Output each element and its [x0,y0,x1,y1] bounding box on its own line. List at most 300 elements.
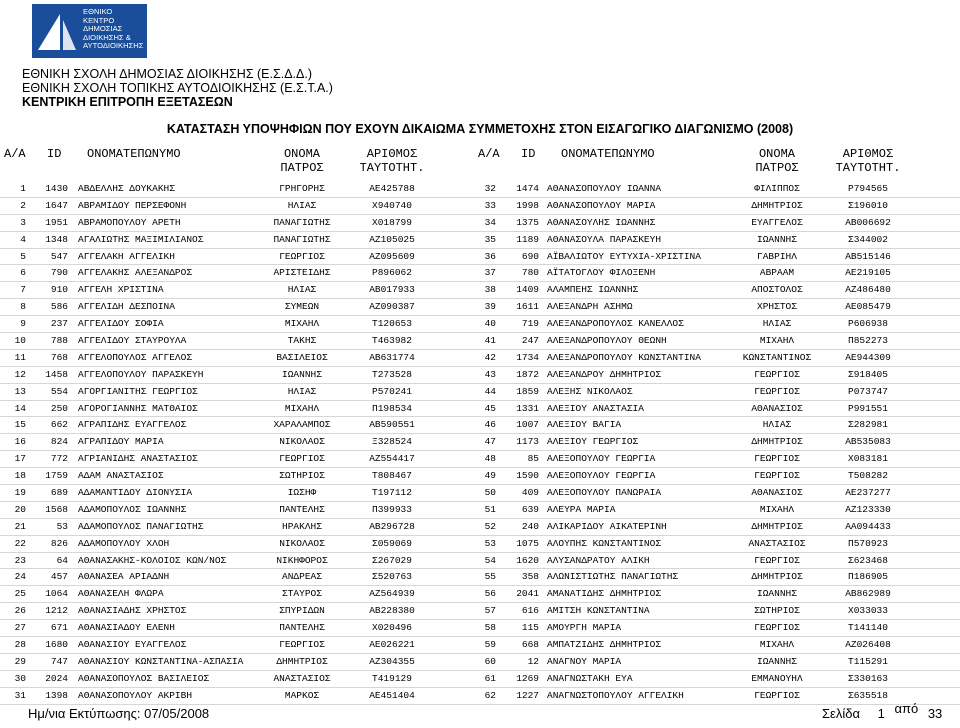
id-number: Χ033033 [848,605,888,617]
candidate-name: ΑΔΑΜΟΠΟΥΛΟΥ ΧΛΟΗ [78,537,170,549]
candidate-name: ΑΘΑΝΑΣΙΑΔΟΥ ΕΛΕΝΗ [78,622,175,634]
table-row [476,401,960,418]
table-row [0,299,476,316]
id-number: Ξ328524 [372,436,412,448]
page-number: 1 [877,706,885,721]
candidate-name: ΑΛΕΞΑΝΔΡΟΠΟΥΛΟΥ ΚΩΝΣΤΑΝΤΙΝΑ [547,351,701,363]
row-number: 58 [484,622,496,634]
row-number: 22 [14,537,26,549]
candidate-name: ΑΘΑΝΑΣΟΠΟΥΛΟΣ ΒΑΣΙΛΕΙΟΣ [78,672,210,684]
id-number: ΑΒ228380 [369,605,415,617]
candidate-name: ΑΓΓΕΛΑΚΗΣ ΑΛΕΞΑΝΔΡΟΣ [78,267,193,279]
row-number: 40 [484,318,496,330]
candidate-id: 1375 [516,216,539,228]
candidate-name: ΑΘΑΝΑΣΟΥΛΑ ΠΑΡΑΣΚΕΥΗ [547,233,662,245]
candidate-name: ΑΝΑΓΝΩΣΤΟΠΟΥΛΟΥ ΑΓΓΕΛΙΚΗ [547,689,684,701]
father-name: ΗΛΙΑΣ [762,318,792,330]
id-number: Π399933 [372,503,412,515]
row-number: 51 [484,503,496,515]
father-name: ΜΙΧΑΗΛ [759,335,795,347]
table-row [476,502,960,519]
father-name: ΗΡΑΚΛΗΣ [282,520,322,532]
father-name: ΧΡΗΣΤΟΣ [757,301,797,313]
row-number: 1 [20,183,26,194]
candidate-id: 250 [50,402,68,414]
candidate-name: ΑΛΟΥΠΗΣ ΚΩΝΣΤΑΝΤΙΝΟΣ [547,537,662,549]
row-number: 33 [484,199,496,211]
father-name: ΑΝΑΣΤΑΣΙΟΣ [273,672,331,684]
father-name: ΝΙΚΟΛΑΟΣ [279,436,325,448]
father-name: ΔΗΜΗΤΡΙΟΣ [751,436,803,448]
logo-text [83,8,147,51]
table-row [476,299,960,316]
row-number: 37 [484,267,496,279]
id-number: ΑΖ105025 [369,233,415,245]
header-line-1: ΕΘΝΙΚΗ ΣΧΟΛΗ ΔΗΜΟΣΙΑΣ ΔΙΟΙΚΗΣΗΣ (Ε.Σ.Δ.Δ.) [22,67,312,81]
table-row [0,350,476,367]
logo-line: ΔΙΟΙΚΗΣΗΣ & [83,32,131,42]
row-number: 43 [484,368,496,380]
candidate-name: ΑΒΡΑΜΙΔΟΥ ΠΕΡΣΕΦΟΝΗ [78,199,187,211]
candidate-id: 64 [56,554,68,566]
father-name: ΔΗΜΗΤΡΙΟΣ [751,520,803,532]
candidate-id: 12 [527,655,539,667]
table-row [476,468,960,485]
table-row [476,333,960,350]
candidate-id: 662 [50,419,68,431]
id-number: Σ196010 [848,199,888,211]
table-row [0,671,476,688]
candidate-id: 1590 [516,470,539,482]
father-name: ΠΑΝΑΓΙΩΤΗΣ [273,233,331,245]
row-number: 12 [14,368,26,380]
father-name: ΓΕΩΡΓΙΟΣ [754,470,800,482]
id-number: Σ520763 [372,571,412,583]
candidate-id: 1348 [45,233,68,245]
id-number: ΑΖ026408 [845,639,891,651]
col-aa-right: Α/Α [478,147,500,161]
candidate-id: 1398 [45,689,68,701]
row-number: 60 [484,655,496,667]
id-number: ΑΕ944309 [845,351,891,363]
candidate-name: ΑΝΑΓΝΩΣΤΑΚΗ ΕΥΑ [547,672,633,684]
table-row [0,637,476,654]
candidate-name: ΑΘΑΝΑΣΟΠΟΥΛΟΥ ΜΑΡΙΑ [547,199,656,211]
candidate-id: 1269 [516,672,539,684]
candidate-name: ΑΘΑΝΑΣΟΠΟΥΛΟΥ ΑΚΡΙΒΗ [78,689,193,701]
row-number: 34 [484,216,496,228]
candidate-name: ΑΓΡΑΠΙΔΗΣ ΕΥΑΓΓΕΛΟΣ [78,419,187,431]
row-number: 11 [14,351,26,363]
row-number: 18 [14,470,26,482]
father-name: ΑΡΙΣΤΕΙΔΗΣ [273,267,331,279]
row-number: 36 [484,250,496,262]
father-name: ΓΕΩΡΓΙΟΣ [754,554,800,566]
table-row [0,586,476,603]
candidate-id: 616 [521,605,539,617]
row-number: 54 [484,554,496,566]
candidate-name: ΑΜΙΤΣΗ ΚΩΝΣΤΑΝΤΙΝΑ [547,605,650,617]
id-number: ΑΕ026221 [369,639,415,651]
id-number: Ρ896062 [372,267,412,279]
col-id-left: ID [47,147,62,161]
candidate-name: ΑΛΥΣΑΝΔΡΑΤΟΥ ΑΛΙΚΗ [547,554,650,566]
table-row [476,282,960,299]
candidate-id: 689 [50,487,68,499]
row-number: 28 [14,639,26,651]
candidate-name: ΑΘΑΝΑΣΑΚΗΣ-ΚΟΛΟΙΟΣ ΚΩΝ/ΝΟΣ [78,554,227,566]
candidate-id: 668 [521,639,539,651]
father-name: ΙΩΑΝΝΗΣ [282,368,322,380]
father-name: ΗΛΙΑΣ [762,419,792,431]
table-row [476,688,960,705]
candidate-id: 237 [50,318,68,330]
father-name: ΓΕΩΡΓΙΟΣ [279,250,325,262]
candidate-id: 1680 [45,639,68,651]
id-number: Σ330163 [848,672,888,684]
candidate-name: ΑΛΩΝΙΣΤΙΩΤΗΣ ΠΑΝΑΓΙΩΤΗΣ [547,571,679,583]
candidate-name: ΑΛΕΞΑΝΔΡΗ ΑΣΗΜΩ [547,301,633,313]
father-name: ΑΠΟΣΤΟΛΟΣ [751,284,803,296]
table-row [0,265,476,282]
id-number: Χ020496 [372,622,412,634]
row-number: 20 [14,503,26,515]
candidate-name: ΑΛΕΞΑΝΔΡΟΠΟΥΛΟΥ ΘΕΩΝΗ [547,335,667,347]
id-number: ΑΖ304355 [369,655,415,667]
candidate-id: 1872 [516,368,539,380]
candidate-name: ΑΪΒΑΛΙΩΤΟΥ ΕΥΤΥΧΙΑ-ΧΡΙΣΤΙΝΑ [547,250,701,262]
candidate-name: ΑΓΑΛΙΩΤΗΣ ΜΑΞΙΜΙΛΙΑΝΟΣ [78,233,204,245]
table-row [476,417,960,434]
col-name-left: ΟΝΟΜΑΤΕΠΩΝΥΜΟ [87,147,181,161]
row-number: 45 [484,402,496,414]
logo-mark-icon [36,10,78,52]
candidate-name: ΑΘΑΝΑΣΕΛΗ ΦΛΩΡΑ [78,588,164,600]
candidate-id: 53 [56,520,68,532]
candidate-id: 358 [521,571,539,583]
page-total: 33 [927,706,943,721]
table-row [476,215,960,232]
row-number: 30 [14,672,26,684]
candidate-id: 1409 [516,284,539,296]
table-row [0,536,476,553]
row-number: 57 [484,605,496,617]
id-number: Τ808467 [372,470,412,482]
table-row [476,654,960,671]
candidate-name: ΑΘΑΝΑΣΙΟΥ ΚΩΝΣΤΑΝΤΙΝΑ-ΑΣΠΑΣΙΑ [78,655,244,667]
header-line-2: ΕΘΝΙΚΗ ΣΧΟΛΗ ΤΟΠΙΚΗΣ ΑΥΤΟΔΙΟΙΚΗΣΗΣ (Ε.Σ.Τ.Α.) [22,81,333,95]
table-row [476,536,960,553]
father-name: ΠΑΝΤΕΛΗΣ [279,622,325,634]
row-number: 41 [484,335,496,347]
id-number: ΑΖ090387 [369,301,415,313]
id-number: Σ059069 [372,537,412,549]
father-name: ΑΘΑΝΑΣΙΟΣ [751,402,803,414]
candidate-id: 2024 [45,672,68,684]
candidate-name: ΑΓΟΡΟΓΙΑΝΝΗΣ ΜΑΤΘΑΙΟΣ [78,402,198,414]
id-number: Σ282981 [848,419,888,431]
ekdda-logo [32,4,147,58]
candidate-id: 409 [521,487,539,499]
col-id-right: ID [521,147,536,161]
col-idno-right: ΑΡΙΘΜΟΣ ΤΑΥΤΟΤΗΤ. [835,147,901,175]
id-number: ΑΒ631774 [369,351,415,363]
row-number: 50 [484,487,496,499]
table-row [476,265,960,282]
father-name: ΓΕΩΡΓΙΟΣ [279,639,325,651]
row-number: 31 [14,689,26,701]
table-row [476,249,960,266]
candidate-name: ΑΛΑΜΠΕΗΣ ΙΩΑΝΝΗΣ [547,284,639,296]
row-number: 16 [14,436,26,448]
row-number: 10 [14,335,26,347]
candidate-name: ΑΓΡΙΑΝΙΔΗΣ ΑΝΑΣΤΑΣΙΟΣ [78,453,198,465]
candidate-id: 690 [521,250,539,262]
father-name: ΒΑΣΙΛΕΙΟΣ [276,351,328,363]
candidate-id: 1331 [516,402,539,414]
father-name: ΙΩΑΝΝΗΣ [757,233,797,245]
candidate-name: ΑΘΑΝΑΣΕΑ ΑΡΙΑΔΝΗ [78,571,170,583]
id-number: ΑΒ515146 [845,250,891,262]
father-name: ΓΑΒΡΙΗΛ [757,250,797,262]
candidate-name: ΑΛΕΞΗΣ ΝΙΚΟΛΑΟΣ [547,385,633,397]
id-number: Σ623468 [848,554,888,566]
candidate-name: ΑΓΓΕΛΗ ΧΡΙΣΤΙΝΑ [78,284,164,296]
row-number: 17 [14,453,26,465]
table-row [476,384,960,401]
candidate-id: 1474 [516,183,539,194]
row-number: 59 [484,639,496,651]
row-number: 14 [14,402,26,414]
candidate-name: ΑΜΑΝΑΤΙΔΗΣ ΔΗΜΗΤΡΙΟΣ [547,588,662,600]
table-row [476,671,960,688]
row-number: 9 [20,318,26,330]
table-row [476,519,960,536]
candidate-id: 780 [521,267,539,279]
col-aa-left: Α/Α [4,147,26,161]
candidate-name: ΑΛΙΚΑΡΙΔΟΥ ΑΙΚΑΤΕΡΙΝΗ [547,520,667,532]
row-number: 55 [484,571,496,583]
candidate-id: 1620 [516,554,539,566]
id-number: Σ267029 [372,554,412,566]
candidate-id: 910 [50,284,68,296]
father-name: ΓΡΗΓΟΡΗΣ [279,183,325,194]
id-number: Τ463982 [372,335,412,347]
candidate-name: ΑΛΕΥΡΑ ΜΑΡΙΑ [547,503,616,515]
candidate-name: ΑΛΕΞΙΟΥ ΒΑΓΙΑ [547,419,622,431]
father-name: ΕΜΜΑΝΟΥΗΛ [751,672,803,684]
table-row [476,350,960,367]
id-number: Ρ606938 [848,318,888,330]
id-number: Χ018799 [372,216,412,228]
page-title: ΚΑΤΑΣΤΑΣΗ ΥΠΟΨΗΦΙΩΝ ΠΟΥ ΕΧΟΥΝ ΔΙΚΑΙΩΜΑ ΣΥΜΜΕΤΟΧΗΣ ΣΤΟΝ ΕΙΣΑΓΩΓΙΚΟ ΔΙΑΓΩΝΙΣΜΟ (2008) [166,122,794,136]
father-name: ΓΕΩΡΓΙΟΣ [754,689,800,701]
candidate-id: 554 [50,385,68,397]
candidate-name: ΑΛΕΞΙΟΥ ΓΕΩΡΓΙΟΣ [547,436,639,448]
candidate-name: ΑΒΡΑΜΟΠΟΥΛΟΥ ΑΡΕΤΗ [78,216,181,228]
id-number: Τ120653 [372,318,412,330]
candidate-id: 2041 [516,588,539,600]
table-row [0,688,476,705]
row-number: 6 [20,267,26,279]
id-number: Π186905 [848,571,888,583]
candidate-name: ΑΓΓΕΛΙΔΟΥ ΣΟΦΙΑ [78,318,164,330]
table-row [0,468,476,485]
row-number: 3 [20,216,26,228]
table-row [0,569,476,586]
id-number: Ρ570241 [372,385,412,397]
id-number: Σ918405 [848,368,888,380]
father-name: ΤΑΚΗΣ [287,335,317,347]
candidate-name: ΑΒΔΕΛΛΗΣ ΔΟΥΚΑΚΗΣ [78,183,175,194]
table-row [476,232,960,249]
row-number: 62 [484,689,496,701]
row-number: 48 [484,453,496,465]
father-name: ΠΑΝΤΕΛΗΣ [279,503,325,515]
candidate-name: ΑΛΕΞΟΠΟΥΛΟΥ ΠΑΝΩΡΑΙΑ [547,487,662,499]
id-number: Τ419129 [372,672,412,684]
candidate-id: 788 [50,335,68,347]
id-number: Χ940740 [372,199,412,211]
father-name: ΣΤΑΥΡΟΣ [282,588,322,600]
candidate-name: ΑΛΕΞΑΝΔΡΟΥ ΔΗΜΗΤΡΙΟΣ [547,368,662,380]
candidate-id: 1759 [45,470,68,482]
candidate-name: ΑΔΑΜΑΝΤΙΔΟΥ ΔΙΟΝΥΣΙΑ [78,487,193,499]
father-name: ΣΩΤΗΡΙΟΣ [279,470,325,482]
candidate-id: 824 [50,436,68,448]
candidate-id: 547 [50,250,68,262]
table-row [0,519,476,536]
id-number: ΑΒ006692 [845,216,891,228]
row-number: 15 [14,419,26,431]
father-name: ΔΗΜΗΤΡΙΟΣ [751,571,803,583]
id-number: ΑΒ862989 [845,588,891,600]
father-name: ΔΗΜΗΤΡΙΟΣ [276,655,328,667]
row-number: 46 [484,419,496,431]
table-row [0,434,476,451]
father-name: ΝΙΚΟΛΑΟΣ [279,537,325,549]
candidate-name: ΑΓΟΡΓΙΑΝΙΤΗΣ ΓΕΩΡΓΙΟΣ [78,385,198,397]
candidate-id: 1212 [45,605,68,617]
father-name: ΓΕΩΡΓΙΟΣ [754,453,800,465]
table-row [0,654,476,671]
candidate-name: ΑΛΕΞΟΠΟΥΛΟΥ ΓΕΩΡΓΙΑ [547,470,656,482]
candidate-id: 1064 [45,588,68,600]
row-number: 49 [484,470,496,482]
id-number: Σ635518 [848,689,888,701]
id-number: ΑΖ123330 [845,503,891,515]
row-number: 44 [484,385,496,397]
row-number: 8 [20,301,26,313]
id-number: ΑΖ486480 [845,284,891,296]
candidate-id: 115 [521,622,539,634]
candidate-id: 586 [50,301,68,313]
row-number: 23 [14,554,26,566]
table-row [0,282,476,299]
candidate-id: 1189 [516,233,539,245]
candidate-name: ΑΘΑΝΑΣΙΑΔΗΣ ΧΡΗΣΤΟΣ [78,605,187,617]
table-row [476,637,960,654]
logo-line: ΚΕΝΤΡΟ [83,15,115,25]
row-number: 35 [484,233,496,245]
row-number: 2 [20,199,26,211]
id-number: ΑΒ590551 [369,419,415,431]
table-row [476,603,960,620]
id-number: ΑΕ425788 [369,183,415,194]
father-name: ΦΙΛΙΠΠΟΣ [754,183,800,194]
candidate-id: 747 [50,655,68,667]
candidate-name: ΑΛΕΞΙΟΥ ΑΝΑΣΤΑΣΙΑ [547,402,644,414]
id-number: Χ083181 [848,453,888,465]
row-number: 5 [20,250,26,262]
row-number: 24 [14,571,26,583]
candidate-id: 1647 [45,199,68,211]
table-row [476,586,960,603]
id-number: Τ273528 [372,368,412,380]
candidate-name: ΑΔΑΜΟΠΟΥΛΟΣ ΠΑΝΑΓΙΩΤΗΣ [78,520,204,532]
table-row [476,620,960,637]
print-date: Ημ/νια Εκτύπωσης: 07/05/2008 [28,706,210,721]
candidate-name: ΑΓΓΕΛΑΚΗ ΑΓΓΕΛΙΚΗ [78,250,175,262]
table-row [476,485,960,502]
father-name: ΑΝΑΣΤΑΣΙΟΣ [748,537,806,549]
father-name: ΜΙΧΑΗΛ [759,639,795,651]
father-name: ΗΛΙΑΣ [287,199,317,211]
table-row [476,198,960,215]
table-row [476,451,960,468]
id-number: Τ141140 [848,622,888,634]
id-number: ΑΕ085479 [845,301,891,313]
father-name: ΓΕΩΡΓΙΟΣ [754,385,800,397]
table-row [0,215,476,232]
father-name: ΠΑΝΑΓΙΩΤΗΣ [273,216,331,228]
row-number: 61 [484,672,496,684]
page-of-label: από [894,701,919,716]
candidate-id: 1998 [516,199,539,211]
father-name: ΗΛΙΑΣ [287,284,317,296]
father-name: ΗΛΙΑΣ [287,385,317,397]
candidate-name: ΑΘΑΝΑΣΙΟΥ ΕΥΑΓΓΕΛΟΣ [78,639,187,651]
candidate-name: ΑΓΡΑΠΙΔΟΥ ΜΑΡΙΑ [78,436,164,448]
candidate-id: 639 [521,503,539,515]
table-row [0,316,476,333]
col-father-right: ΟΝΟΜΑ ΠΑΤΡΟΣ [755,147,799,175]
candidate-id: 1458 [45,368,68,380]
father-name: ΜΙΧΑΗΛ [284,318,320,330]
father-name: ΙΩΑΝΝΗΣ [757,655,797,667]
candidate-id: 85 [527,453,539,465]
father-name: ΜΙΧΑΗΛ [759,503,795,515]
id-number: ΑΒ017933 [369,284,415,296]
id-number: ΑΕ451404 [369,689,415,701]
candidate-id: 671 [50,622,68,634]
candidate-name: ΑΘΑΝΑΣΟΠΟΥΛΟΥ ΙΩΑΝΝΑ [547,183,662,194]
candidate-id: 790 [50,267,68,279]
candidate-id: 1859 [516,385,539,397]
father-name: ΝΙΚΗΦΟΡΟΣ [276,554,328,566]
father-name: ΧΑΡΑΛΑΜΠΟΣ [273,419,331,431]
id-number: Ρ794565 [848,183,888,194]
table-row [0,384,476,401]
id-number: ΑΖ554417 [369,453,415,465]
row-number: 21 [14,520,26,532]
candidate-id: 457 [50,571,68,583]
row-number: 29 [14,655,26,667]
row-number: 7 [20,284,26,296]
candidate-name: ΑΝΑΓΝΟΥ ΜΑΡΙΑ [547,655,622,667]
id-number: Π852273 [848,335,888,347]
father-name: ΣΥΜΕΩΝ [284,301,320,313]
